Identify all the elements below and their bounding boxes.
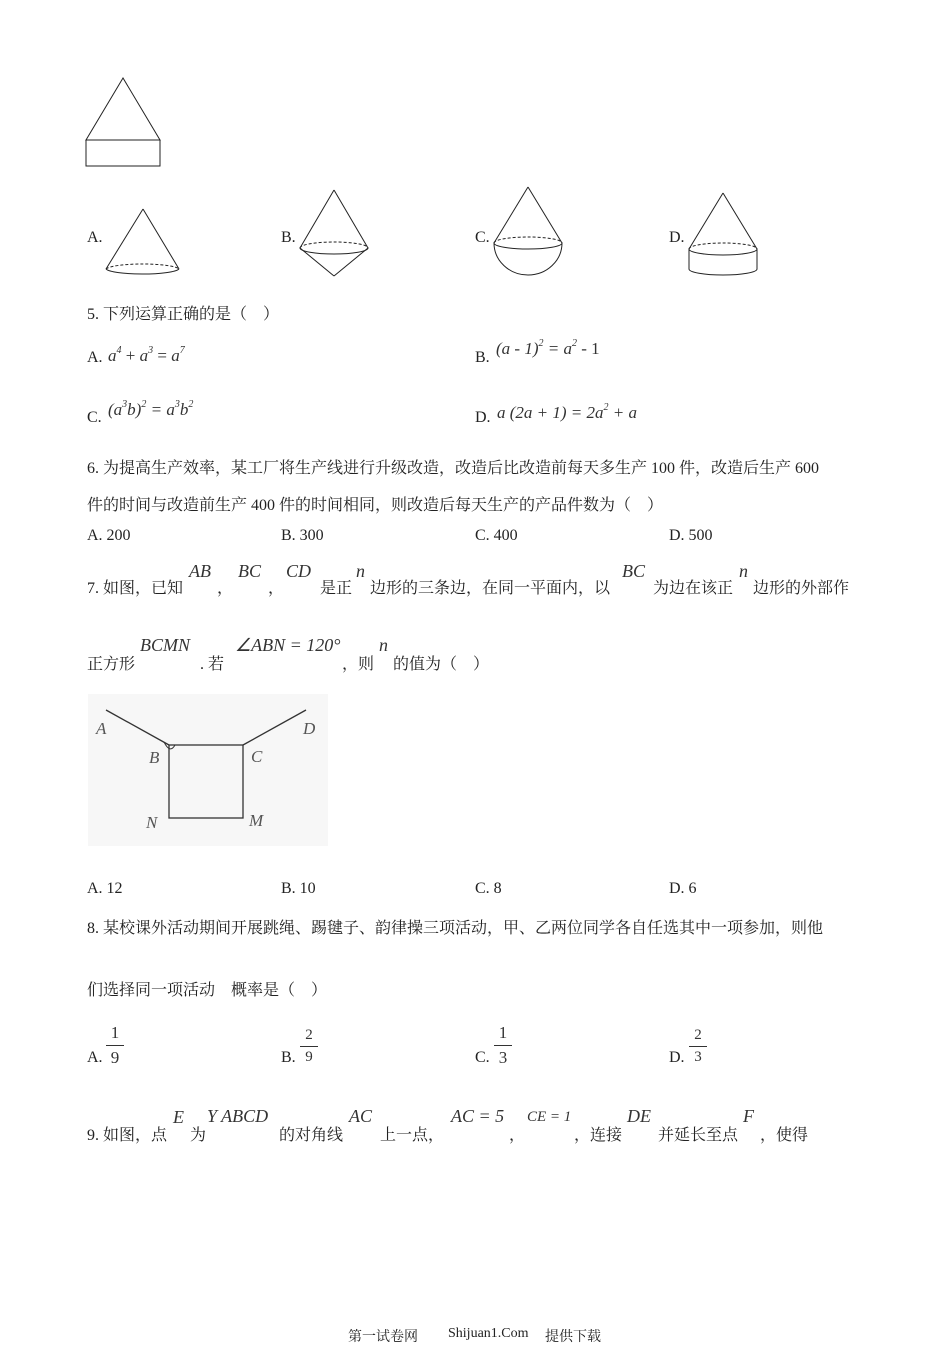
q5-option-d-expression: a $(2a + 1) = 2a^2 + a$ <box>497 402 637 422</box>
q7-bc: BC <box>238 561 262 581</box>
fraction-numerator: 2 <box>305 1027 313 1043</box>
q8-option-a-label[interactable]: A. <box>87 1049 103 1066</box>
q6-option-d[interactable]: D. 500 <box>669 527 713 544</box>
q7-cd: CD <box>286 561 312 581</box>
q7-text-7: . 若 <box>200 656 225 673</box>
q5-option-b-expression: $(a - 1)^2 = a^2 - 1$ <box>496 338 600 358</box>
q4-option-d-cone-cylinder-figure <box>687 191 761 279</box>
q8-option-a-fraction <box>106 1023 124 1068</box>
fraction-numerator: 2 <box>694 1027 702 1043</box>
q7-point-c: C <box>251 747 263 766</box>
q7-angle-condition: ∠ABN = 120° <box>235 635 341 655</box>
q5-option-b-label[interactable]: B. <box>475 349 490 366</box>
q6-option-a[interactable]: A. 200 <box>87 527 131 544</box>
q7-option-d[interactable]: D. 6 <box>669 880 697 897</box>
q7-text-9: 的值为（ ） <box>393 656 490 673</box>
q7-point-d: D <box>303 719 316 738</box>
q7-comma-1: ， <box>217 580 234 597</box>
q4-option-c-label[interactable]: C. <box>475 229 490 246</box>
fraction-denominator: 3 <box>694 1049 702 1065</box>
footer-site-link[interactable]: Shijuan1.Com <box>448 1326 529 1341</box>
q6-option-b[interactable]: B. 300 <box>281 527 324 544</box>
q8-option-d-label[interactable]: D. <box>669 1049 685 1066</box>
fraction-numerator: 1 <box>498 1023 508 1042</box>
q9-text-3: 的对角线 <box>279 1127 344 1144</box>
q7-comma-2: ， <box>268 580 285 597</box>
q5-option-a-label[interactable]: A. <box>87 349 103 366</box>
q6-option-c[interactable]: C. 400 <box>475 527 518 544</box>
q8-option-d-fraction <box>689 1027 707 1066</box>
q7-option-b[interactable]: B. 10 <box>281 880 316 897</box>
q9-ac: AC <box>349 1106 373 1126</box>
q9-comma: ， <box>509 1127 526 1144</box>
q7-option-c[interactable]: C. 8 <box>475 880 502 897</box>
q4-option-c-cone-hemisphere-figure <box>492 185 566 281</box>
q7-text-1: 7. 如图，已知 <box>87 580 184 597</box>
q7-text-5: 边形的外部作 <box>753 580 850 597</box>
q7-bc-2: BC <box>622 561 646 581</box>
q7-option-a[interactable]: A. 12 <box>87 880 123 897</box>
q7-point-b: B <box>149 748 160 767</box>
q7-bcmn: BCMN <box>140 635 191 655</box>
q9-text-7: ，使得 <box>760 1127 809 1144</box>
q7-figure-lines <box>88 694 328 846</box>
q7-point-n: N <box>146 813 158 832</box>
q9-de: DE <box>627 1106 651 1126</box>
q8-option-b-label[interactable]: B. <box>281 1049 296 1066</box>
q4-option-d-label[interactable]: D. <box>669 229 685 246</box>
q5-stem: 5. 下列运算正确的是（ ） <box>87 306 280 323</box>
q5-option-c-label[interactable]: C. <box>87 409 102 426</box>
q7-text-6: 正方形 <box>87 656 136 673</box>
q5-option-d-label[interactable]: D. <box>475 409 491 426</box>
q7-figure <box>88 694 328 846</box>
q7-text-3: 边形的三条边，在同一平面内，以 <box>370 580 611 597</box>
q8-stem-line-1: 8. 某校课外活动期间开展跳绳、踢毽子、韵律操三项活动，甲、乙两位同学各自任选其中一项参加，则他 <box>87 920 824 937</box>
q8-option-c-label[interactable]: C. <box>475 1049 490 1066</box>
q9-text-6: 并延长至点 <box>658 1127 739 1144</box>
q8-option-c-fraction <box>494 1023 512 1068</box>
q7-n-1: n <box>356 561 365 581</box>
q9-point-f: F <box>743 1106 754 1126</box>
q9-text-5: ，连接 <box>574 1127 623 1144</box>
q7-n-2: n <box>739 561 748 581</box>
q9-text-4: 上一点， <box>380 1127 445 1144</box>
footer-provide-download: 提供下载 <box>545 1330 601 1345</box>
q7-text-4: 为边在该正 <box>653 580 734 597</box>
q6-stem-line-2: 件的时间与改造前生产 400 件的时间相同，则改造后每天生产的产品件数为（ ） <box>87 497 664 514</box>
q4-option-b-label[interactable]: B. <box>281 229 296 246</box>
footer-site-name: 第一试卷网 <box>348 1330 418 1345</box>
q5-option-c-expression: $(a^3b)^2 = a^3b^2$ <box>108 399 194 419</box>
q7-ab: AB <box>189 561 211 581</box>
q9-ce-equals-1: CE = 1 <box>527 1109 572 1125</box>
q4-option-a-label[interactable]: A. <box>87 229 103 246</box>
fraction-numerator: 1 <box>110 1023 120 1042</box>
q4-option-a-cone-figure <box>104 207 184 279</box>
q7-n-3: n <box>379 635 388 655</box>
q9-text-1: 9. 如图，点 <box>87 1127 168 1144</box>
q7-point-a: A <box>96 719 107 738</box>
q8-option-b-fraction <box>300 1027 318 1066</box>
q7-text-8: ，则 <box>342 656 375 673</box>
q4-front-view-figure <box>84 76 164 170</box>
fraction-denominator: 9 <box>305 1049 313 1065</box>
q9-parallelogram: Y ABCD <box>207 1106 269 1126</box>
q9-ac-equals-5: AC = 5 <box>451 1106 505 1126</box>
fraction-denominator: 3 <box>498 1048 508 1067</box>
q8-stem-line-2: 们选择同一项活动 概率是（ ） <box>87 982 328 999</box>
q4-option-b-double-cone-figure <box>298 188 372 280</box>
q7-text-2: 是正 <box>320 580 353 597</box>
q5-option-a-expression: $a^4 + a^3 = a^7$ <box>108 345 185 365</box>
q7-point-m: M <box>249 811 264 830</box>
q6-stem-line-1: 6. 为提高生产效率，某工厂将生产线进行升级改造，改造后比改造前每天多生产 100 件，改造后生产 600 <box>87 460 820 477</box>
q9-point-e: E <box>173 1107 184 1127</box>
fraction-denominator: 9 <box>110 1048 120 1067</box>
q9-text-2: 为 <box>190 1127 207 1144</box>
